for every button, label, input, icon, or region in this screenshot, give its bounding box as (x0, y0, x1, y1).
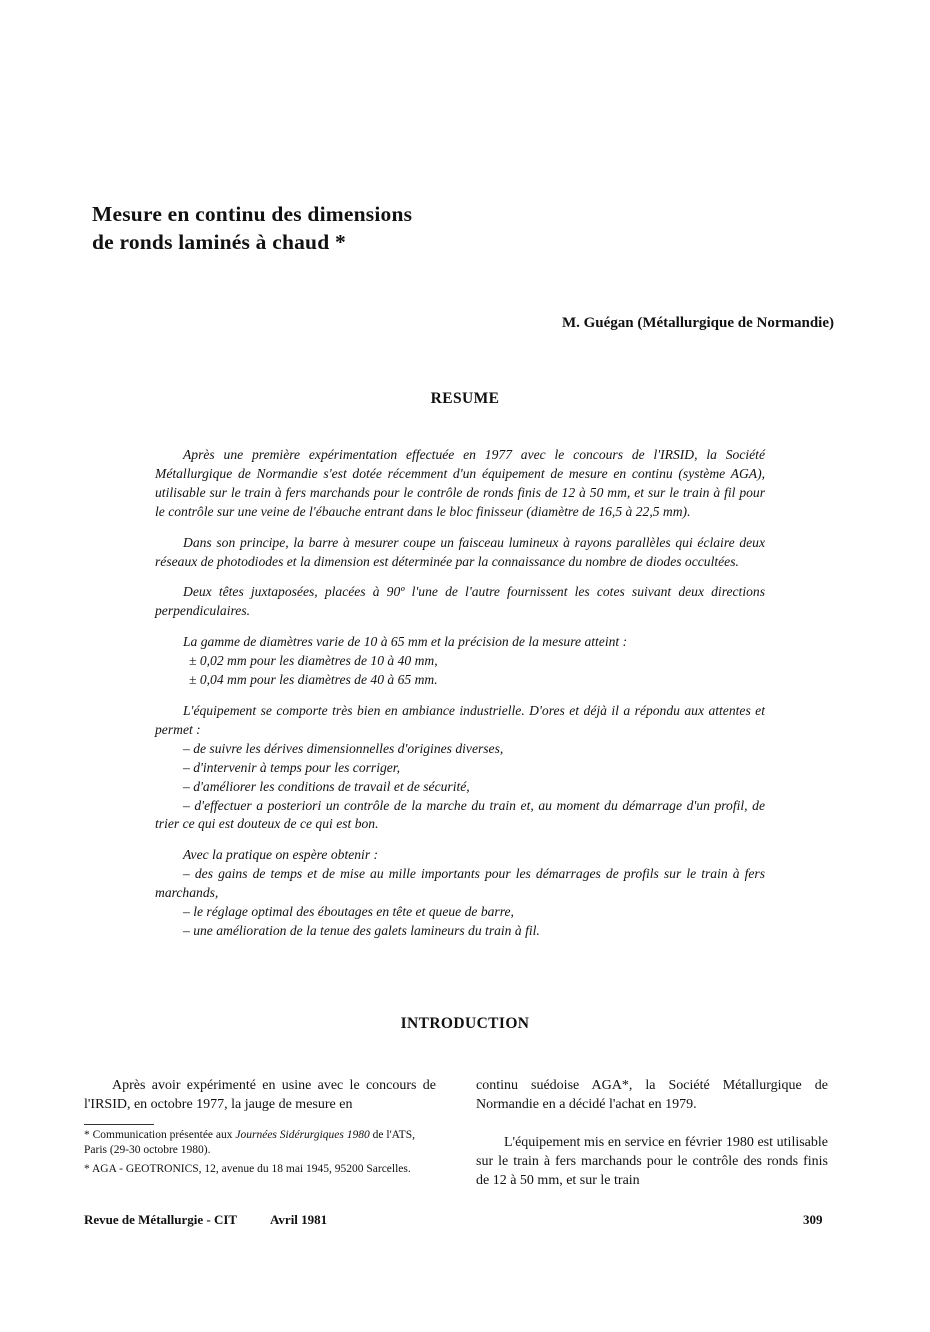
page-number: 309 (803, 1212, 823, 1227)
abstract-paragraph-6 (155, 846, 765, 941)
introduction-heading: INTRODUCTION (400, 1015, 530, 1032)
benefit-item: – de suivre les dérives dimensionnelles d'origines diverses, (183, 740, 504, 756)
intro-right-paragraph-1: continu suédoise AGA*, la Société Métallurgique de Normandie en a décidé l'achat en 1979. (476, 1078, 828, 1112)
footnotes (84, 1128, 436, 1181)
article-title (92, 200, 412, 256)
range-intro: La gamme de diamètres varie de 10 à 65 mm et la précision de la mesure atteint : (183, 634, 628, 650)
expectation-item: – une amélioration de la tenue des galets lamineurs du train à fil. (183, 922, 540, 938)
journal-name: Revue de Métallurgie - CIT (84, 1212, 238, 1227)
title-line-2: de ronds laminés à chaud * (92, 230, 346, 254)
resume-heading: RESUME (430, 390, 500, 407)
abstract-paragraph-5 (155, 702, 765, 834)
benefit-item: – d'améliorer les conditions de travail et de sécurité, (183, 778, 470, 794)
intro-left-paragraph: Après avoir expérimenté en usine avec le concours de l'IRSID, en octobre 1977, la jauge de mesure en (84, 1078, 436, 1112)
abstract-paragraph-2: Dans son principe, la barre à mesurer coupe un faisceau lumineux à rayons parallèles qui éclaire deux réseaux de photodiodes et la dimension est déterminée par la connaissance du nombre de diodes occultées. (155, 534, 765, 569)
footnote-rule (84, 1124, 154, 1125)
right-column (476, 1076, 828, 1190)
abstract (155, 446, 765, 953)
left-column (84, 1076, 436, 1114)
abstract-paragraph-1: Après une première expérimentation effectuée en 1977 avec le concours de l'IRSID, la Société Métallurgique de Normandie s'est dotée récemment d'un équipement de mesure en continu (système AGA), utilisable sur le train à fers marchands pour le contrôle de ronds finis de 12 à 50 mm, et sur le train à fil pour le contrôle sur une veine de l'ébauche entrant dans le bloc finisseur (diamètre de 16,5 à 22,5 mm). (155, 447, 765, 519)
benefit-item: – d'intervenir à temps pour les corriger, (183, 759, 400, 775)
intro-right-paragraph-2: L'équipement mis en service en février 1980 est utilisable sur le train à fers marchands pour le contrôle des ronds finis de 12 à 50 mm, et sur le train (476, 1135, 828, 1188)
expectation-item: – des gains de temps et de mise au mille importants pour les démarrages de profils sur le train à fers marchands, (155, 866, 765, 901)
precision-item: ± 0,02 mm pour les diamètres de 10 à 40 mm, (189, 653, 438, 669)
precision-item: ± 0,04 mm pour les diamètres de 40 à 65 mm. (189, 672, 438, 688)
expectations-intro: Avec la pratique on espère obtenir : (183, 847, 379, 863)
author-affiliation: M. Guégan (Métallurgique de Normandie) (561, 315, 834, 331)
abstract-paragraph-4 (155, 633, 765, 690)
title-line-1: Mesure en continu des dimensions (92, 202, 413, 226)
footnote-2: * AGA - GEOTRONICS, 12, avenue du 18 mai 1945, 95200 Sarcelles. (84, 1163, 411, 1175)
footnote-1: * Communication présentée aux Journées Sidérurgiques 1980 de l'ATS, Paris (29-30 octobre 1980). (84, 1129, 415, 1156)
benefits-intro: L'équipement se comporte très bien en ambiance industrielle. D'ores et déjà il a répondu aux attentes et permet : (155, 702, 765, 737)
benefit-item: – d'effectuer a posteriori un contrôle de la marche du train et, au moment du démarrage d'un profil, de trier ce qui est douteux de ce qui est bon. (155, 797, 765, 832)
expectation-item: – le réglage optimal des éboutages en tête et queue de barre, (183, 904, 514, 920)
abstract-paragraph-3: Deux têtes juxtaposées, placées à 90º l'une de l'autre fournissent les cotes suivant deux directions perpendiculaires. (155, 584, 765, 619)
issue-date: Avril 1981 (270, 1212, 328, 1227)
